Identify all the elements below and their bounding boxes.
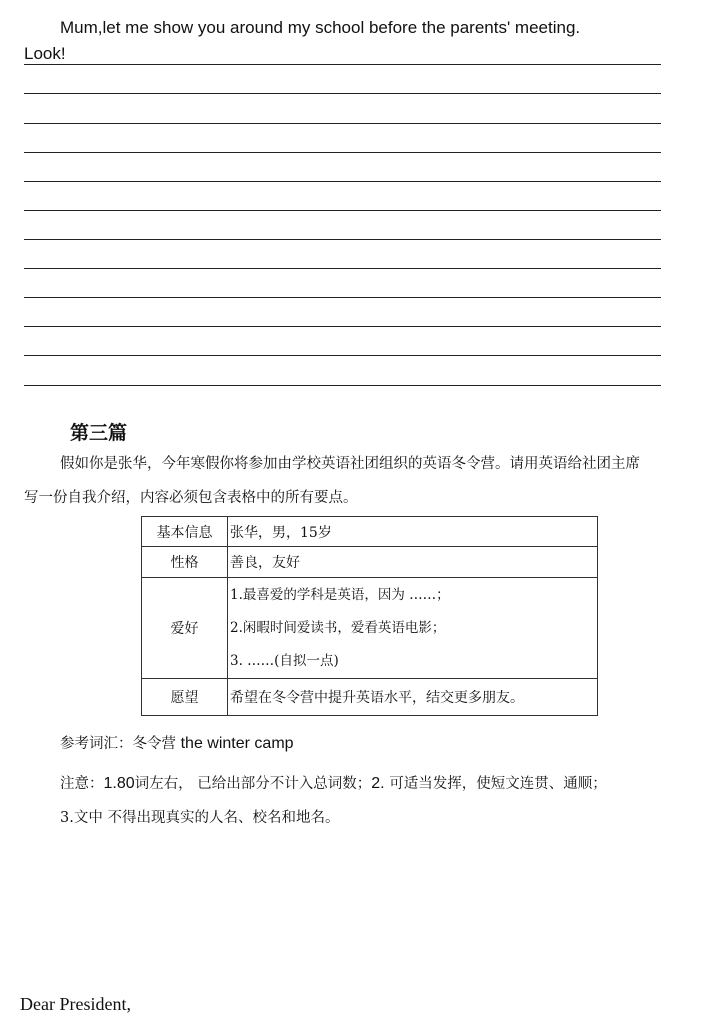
table-row: [142, 679, 598, 716]
writing-line: [24, 93, 661, 94]
writing-line: [24, 181, 661, 182]
vocab-term: the winter camp: [180, 735, 294, 752]
prompt-paragraph-1: 假如你是张华，今年寒假你将参加由学校英语社团组织的英语冬令营。请用英语给社团主席: [60, 456, 640, 472]
writing-line: [24, 123, 661, 124]
section-title: 第三篇: [70, 422, 128, 444]
prompt-paragraph-2: 写一份自我介绍，内容必须包含表格中的所有要点。: [24, 490, 358, 506]
note-prefix: 注意：: [60, 776, 104, 792]
info-table: [141, 516, 598, 716]
basic-info-value: 张华，男，15岁: [228, 517, 598, 547]
writing-line: [24, 326, 661, 327]
writing-line: [24, 385, 661, 386]
table-row: [142, 578, 598, 679]
hobby-item: 3. ……(自拟一点): [230, 652, 339, 669]
wish-label: 愿望: [142, 679, 228, 716]
writing-line: [24, 64, 661, 65]
table-row: [142, 517, 598, 547]
hobby-item: 2.闲暇时间爱读书，爱看英语电影；: [230, 619, 446, 636]
writing-lines: [24, 0, 661, 400]
note-text: 词左右， 已给出部分不计入总词数；: [134, 776, 372, 792]
intro-line-1: Mum,let me show you around my school before the parents' meeting.: [60, 18, 581, 37]
wish-value: 希望在冬令营中提升英语水平，结交更多朋友。: [228, 679, 598, 716]
note-line-2: 3.文中 不得出现真实的人名、校名和地名。: [60, 810, 340, 826]
writing-line: [24, 152, 661, 153]
basic-info-label: 基本信息: [142, 517, 228, 547]
intro-line-2: Look!: [24, 44, 66, 63]
hobby-label: 爱好: [142, 578, 228, 679]
note-number: 2.: [371, 775, 385, 792]
personality-label: 性格: [142, 547, 228, 578]
table-row: [142, 547, 598, 578]
reference-vocabulary: [60, 732, 294, 753]
writing-line: [24, 297, 661, 298]
writing-line: [24, 355, 661, 356]
note-number: 1.80: [103, 775, 135, 792]
personality-value: 善良，友好: [228, 547, 598, 578]
hobby-list: [228, 578, 598, 679]
note-line-1: [60, 772, 607, 793]
writing-line: [24, 268, 661, 269]
writing-line: [24, 210, 661, 211]
writing-line: [24, 239, 661, 240]
vocab-prefix: 参考词汇：冬令营: [60, 736, 181, 752]
hobby-item: 1.最喜爱的学科是英语，因为 ……；: [230, 586, 450, 603]
letter-salutation: Dear President,: [20, 994, 131, 1014]
note-text: 可适当发挥，使短文连贯、通顺；: [384, 776, 607, 792]
